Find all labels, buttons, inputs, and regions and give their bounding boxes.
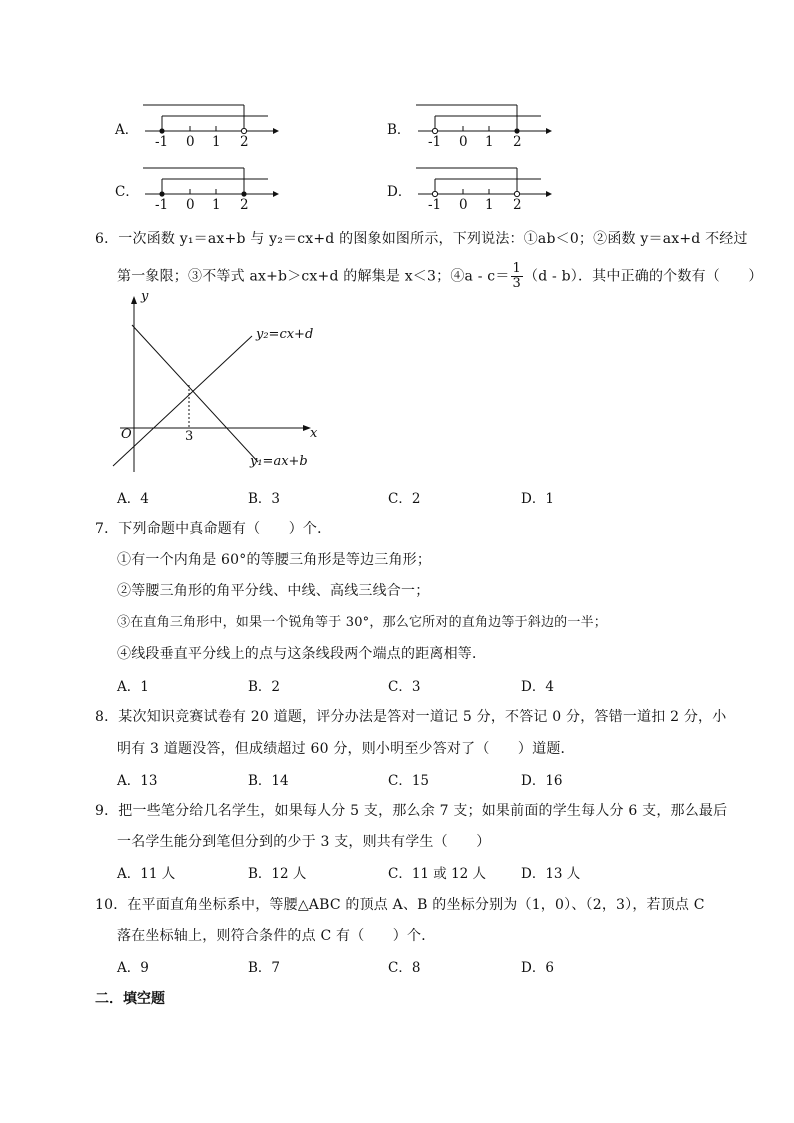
section-heading-fill-in: 二．填空题 xyxy=(95,991,165,1007)
graph-x-axis-label: x xyxy=(310,426,318,441)
tick-label: 2 xyxy=(240,134,249,150)
graph-line-y1-label: y₁=ax+b xyxy=(250,454,308,469)
question-10-option-a[interactable]: A．9 xyxy=(117,960,149,976)
tick-label: 2 xyxy=(513,134,522,150)
fraction-one-third xyxy=(511,262,523,291)
tick-label: 0 xyxy=(459,197,468,213)
tick-label: 0 xyxy=(186,197,195,213)
question-7-option-a[interactable]: A．1 xyxy=(117,679,149,695)
tick-label: 1 xyxy=(212,197,221,213)
graph-tick-label: 3 xyxy=(185,429,194,444)
tick-label: 0 xyxy=(186,134,195,150)
question-7-stem: 7．下列命题中真命题有（ ）个． xyxy=(95,521,332,537)
tick-label: 1 xyxy=(485,134,494,150)
option-a-letter: A． xyxy=(115,122,139,138)
question-7-statement-2: ②等腰三角形的角平分线、中线、高线三线合一； xyxy=(117,583,430,599)
number-line-d xyxy=(413,163,553,223)
question-7-option-c[interactable]: C．3 xyxy=(388,679,421,695)
question-7-option-d[interactable]: D．4 xyxy=(521,679,554,695)
question-10-option-c[interactable]: C．8 xyxy=(388,960,421,976)
question-7-statement-1: ①有一个内角是 60°的等腰三角形是等边三角形； xyxy=(117,552,432,568)
question-9-option-b[interactable]: B．12 人 xyxy=(248,866,307,882)
number-line-b xyxy=(413,100,553,160)
option-b-letter: B． xyxy=(387,122,411,138)
fraction-numerator: 1 xyxy=(512,261,522,276)
question-10-line-1: 10．在平面直角坐标系中，等腰△ABC 的顶点 A、B 的坐标分别为（1，0）、（2，3），若顶点 C xyxy=(95,897,705,913)
question-8-option-d[interactable]: D．16 xyxy=(521,773,563,789)
question-9-line-2: 一名学生能分到笔但分到的少于 3 支，则共有学生（ ） xyxy=(117,834,491,850)
question-10-option-b[interactable]: B．7 xyxy=(248,960,281,976)
graph-y-axis-label: y xyxy=(141,289,149,304)
question-9-option-c[interactable]: C．11 或 12 人 xyxy=(388,866,487,882)
question-9-line-1: 9．把一些笔分给几名学生，如果每人分 5 支，那么余 7 支；如果前面的学生每人分 6 支，那么最后 xyxy=(95,803,728,819)
number-line-a xyxy=(140,100,280,160)
tick-label: 1 xyxy=(485,197,494,213)
tick-label: -1 xyxy=(155,134,169,150)
option-c-letter: C． xyxy=(115,184,139,200)
question-6-line-2 xyxy=(117,262,763,291)
question-8-line-1: 8．某次知识竞赛试卷有 20 道题，评分办法是答对一道记 5 分，不答记 0 分，答错一道扣 2 分，小 xyxy=(95,709,727,725)
question-6-graph xyxy=(110,290,325,480)
question-6-line-1: 6．一次函数 y₁＝ax+b 与 y₂＝cx+d 的图象如图所示，下列说法：①ab＜0；②函数 y＝ax+d 不经过 xyxy=(95,231,748,247)
question-9-option-a[interactable]: A．11 人 xyxy=(117,866,176,882)
question-8-option-b[interactable]: B．14 xyxy=(248,773,289,789)
question-8-option-c[interactable]: C．15 xyxy=(388,773,430,789)
question-6-option-b[interactable]: B．3 xyxy=(248,491,281,507)
tick-label: -1 xyxy=(428,197,442,213)
question-6-option-a[interactable]: A．4 xyxy=(117,491,149,507)
question-8-line-2: 明有 3 道题没答，但成绩超过 60 分，则小明至少答对了（ ）道题． xyxy=(117,741,575,757)
question-6-line-2-part-b: （d - b）．其中正确的个数有（ ） xyxy=(524,268,763,285)
tick-label: 1 xyxy=(212,134,221,150)
tick-label: 2 xyxy=(513,197,522,213)
graph-origin-label: O xyxy=(121,427,132,442)
question-6-option-c[interactable]: C．2 xyxy=(388,491,421,507)
question-8-option-a[interactable]: A．13 xyxy=(117,773,158,789)
question-7-statement-3: ③在直角三角形中，如果一个锐角等于 30°，那么它所对的直角边等于斜边的一半； xyxy=(117,615,607,630)
graph-line-y2-label: y₂=cx+d xyxy=(256,327,314,342)
question-7-option-b[interactable]: B．2 xyxy=(248,679,281,695)
tick-label: 2 xyxy=(240,197,249,213)
question-7-statement-4: ④线段垂直平分线上的点与这条线段两个端点的距离相等． xyxy=(117,646,487,662)
question-9-option-d[interactable]: D．13 人 xyxy=(521,866,581,882)
tick-label: -1 xyxy=(155,197,169,213)
question-6-option-d[interactable]: D．1 xyxy=(521,491,554,507)
question-10-option-d[interactable]: D．6 xyxy=(521,960,554,976)
number-line-c xyxy=(140,163,280,223)
question-6-line-2-part-a: 第一象限；③不等式 ax+b＞cx+d 的解集是 x＜3；④a - c＝ xyxy=(117,268,510,285)
tick-label: 0 xyxy=(459,134,468,150)
option-d-letter: D． xyxy=(387,184,412,200)
tick-label: -1 xyxy=(428,134,442,150)
question-10-line-2: 落在坐标轴上，则符合条件的点 C 有（ ）个． xyxy=(117,928,436,944)
fraction-denominator: 3 xyxy=(512,276,522,291)
